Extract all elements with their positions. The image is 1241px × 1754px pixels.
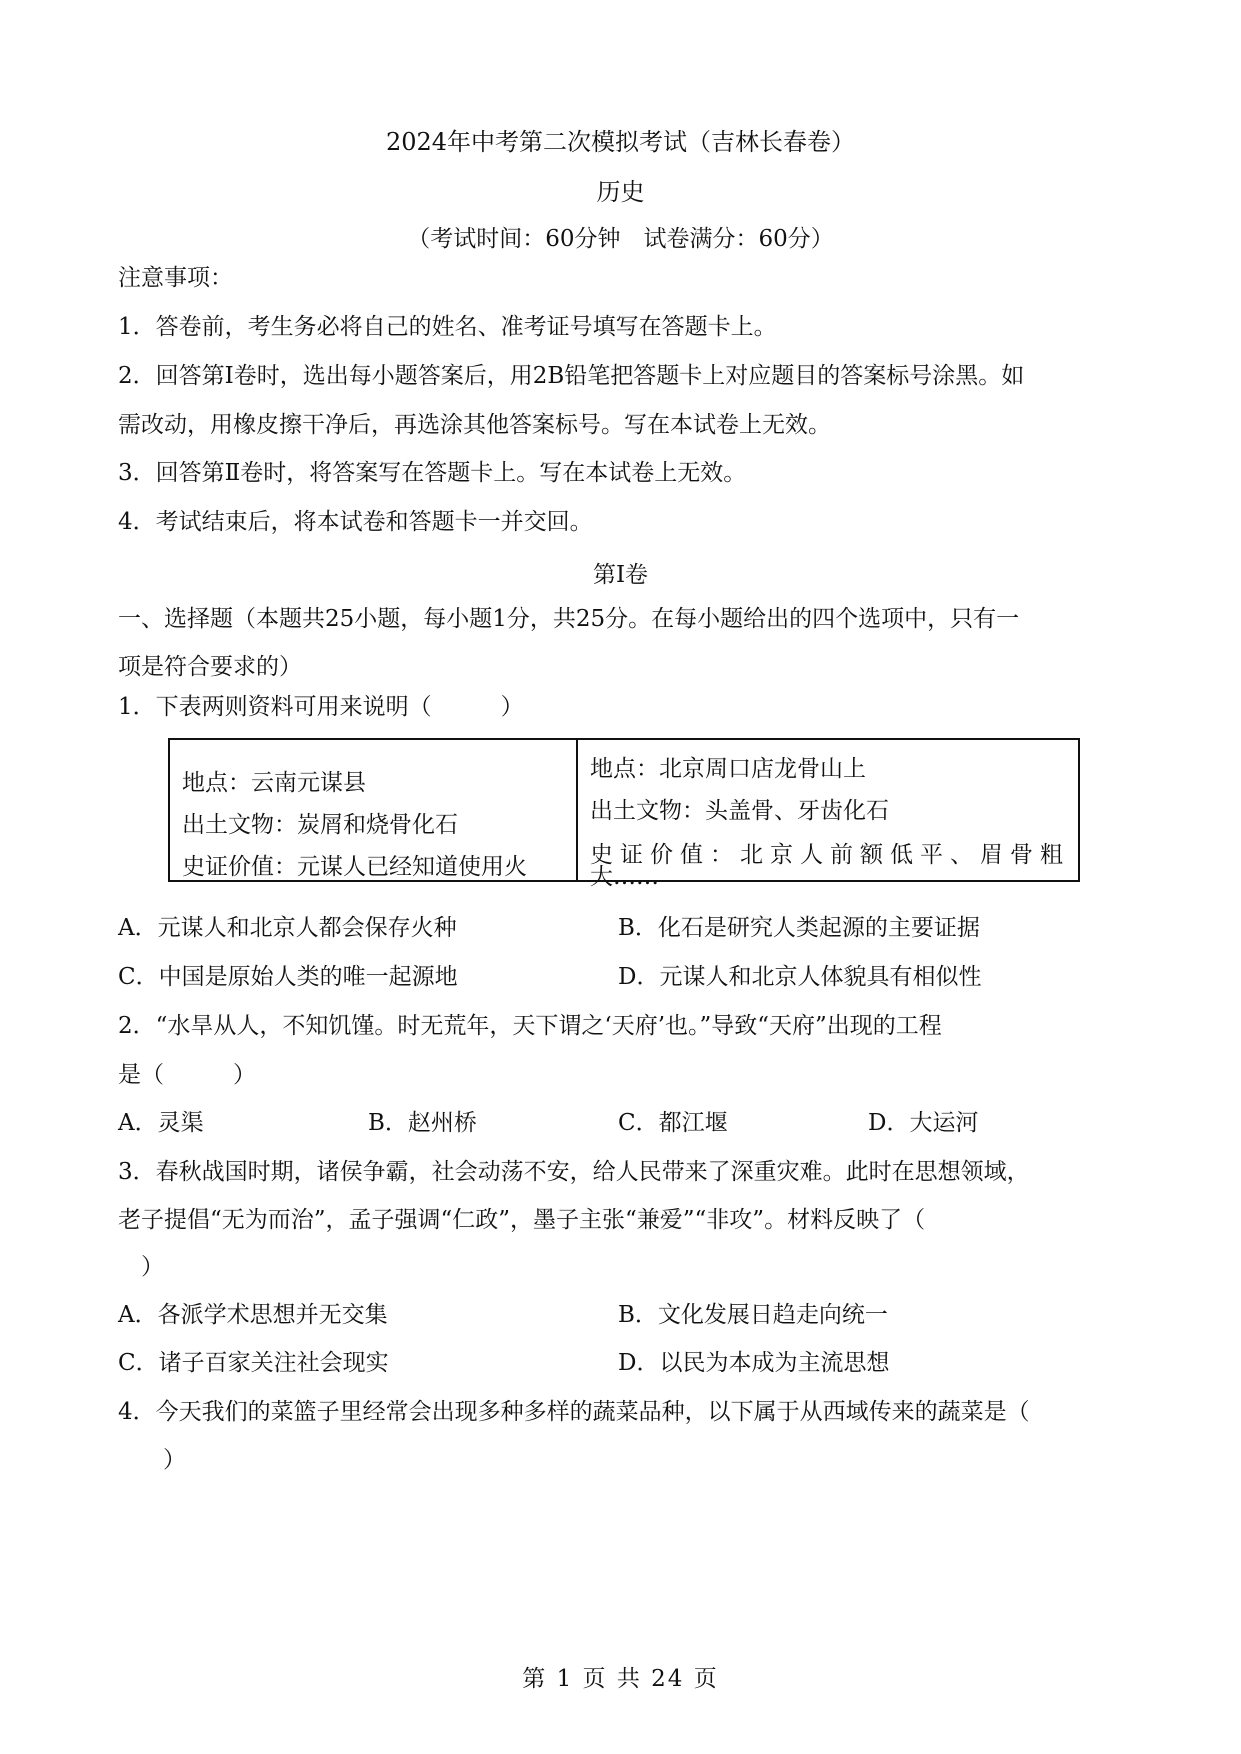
option-d: D．以民为本成为主流思想: [618, 1350, 890, 1376]
option-b: B．化石是研究人类起源的主要证据: [618, 915, 980, 941]
note-item: 2．回答第Ⅰ卷时，选出每小题答案后，用2B铅笔把答题卡上对应题目的答案标号涂黑。如: [118, 363, 1025, 389]
table-text: 大……: [590, 864, 659, 890]
option-a: A．灵渠: [118, 1110, 204, 1136]
question-4-stem: 4．今天我们的菜篮子里经常会出现多种多样的蔬菜品种，以下属于从西域传来的蔬菜是（: [118, 1399, 1030, 1425]
question-2-stem: 是（ ）: [118, 1062, 256, 1088]
notes-heading: 注意事项：: [118, 265, 233, 291]
exam-info: （考试时间：60分钟 试卷满分：60分）: [407, 226, 834, 252]
option-b: B．赵州桥: [368, 1110, 477, 1136]
table-text: 地点：云南元谋县: [182, 770, 366, 796]
note-item: 1．答卷前，考生务必将自己的姓名、准考证号填写在答题卡上。: [118, 314, 777, 340]
question-1-stem: 1．下表两则资料可用来说明（ ）: [118, 694, 524, 720]
page-number: 第 1 页 共 24 页: [522, 1666, 719, 1692]
volume-heading: 第Ⅰ卷: [592, 562, 649, 588]
option-d: D．大运河: [868, 1110, 979, 1136]
note-item: 4．考试结束后，将本试卷和答题卡一并交回。: [118, 509, 593, 535]
option-a: A．元谋人和北京人都会保存火种: [118, 915, 457, 941]
table-cell-right: [577, 739, 1079, 890]
question-3-stem: 老子提倡“无为而治”，孟子强调“仁政”，墨子主张“兼爱”“非攻”。材料反映了（: [118, 1207, 926, 1233]
section-instructions: 一、选择题（本题共25小题，每小题1分，共25分。在每小题给出的四个选项中，只有一: [118, 606, 1020, 632]
table-text: 出土文物：炭屑和烧骨化石: [182, 812, 458, 838]
table-text: 史证价值：北京人前额低平、眉骨粗: [590, 842, 1070, 868]
question-2-stem: 2．“水旱从人，不知饥馑。时无荒年，天下谓之‘天府’也。”导致“天府”出现的工程: [118, 1013, 942, 1039]
note-item: 需改动，用橡皮擦干净后，再选涂其他答案标号。写在本试卷上无效。: [118, 412, 831, 438]
note-item: 3．回答第Ⅱ卷时，将答案写在答题卡上。写在本试卷上无效。: [118, 460, 747, 486]
option-a: A．各派学术思想并无交集: [118, 1302, 388, 1328]
option-c: C．中国是原始人类的唯一起源地: [118, 964, 458, 990]
table-text: 史证价值：元谋人已经知道使用火: [182, 854, 527, 880]
question-4-stem: ）: [140, 1447, 186, 1473]
table-text: 出土文物：头盖骨、牙齿化石: [590, 798, 889, 824]
option-c: C．都江堰: [618, 1110, 728, 1136]
option-b: B．文化发展日趋走向统一: [618, 1302, 888, 1328]
section-instructions: 项是符合要求的）: [118, 654, 302, 680]
exam-title: 2024年中考第二次模拟考试（吉林长春卷）: [385, 128, 856, 156]
subject-title: 历史: [596, 178, 645, 206]
question-1-table: [168, 738, 1080, 890]
question-3-stem: ）: [118, 1254, 164, 1280]
table-cell-left: [169, 739, 577, 881]
option-d: D．元谋人和北京人体貌具有相似性: [618, 964, 982, 990]
table-text: 地点：北京周口店龙骨山上: [590, 756, 866, 782]
question-3-stem: 3．春秋战国时期，诸侯争霸，社会动荡不安，给人民带来了深重灾难。此时在思想领域，: [118, 1159, 1030, 1185]
option-c: C．诸子百家关注社会现实: [118, 1350, 389, 1376]
